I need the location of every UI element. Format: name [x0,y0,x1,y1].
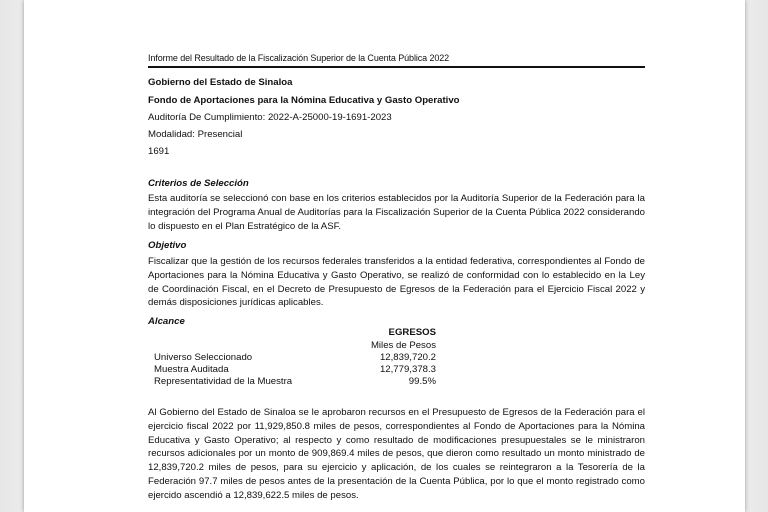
table-row [154,352,454,364]
objective-paragraph: Fiscalizar que la gestión de los recursos federales transferidos a la entidad federativa, correspondientes al Fondo de Aportaciones para la Nómina Educativa y Gasto Operativo, se realizó de conformidad con lo establecido en la Ley de Coordinación Fiscal, en el Decreto de Presupuesto de Egresos de la Federación para el Ejercicio Fiscal 2022 y demás disposiciones jurídicas aplicables. [148,256,645,309]
objective-heading: Objetivo [148,240,187,251]
audit-id: Auditoría De Cumplimiento: 2022-A-25000-19-1691-2023 [148,112,392,123]
table-header-row [154,327,454,339]
criteria-heading: Criterios de Selección [148,178,249,189]
criteria-paragraph: Esta auditoría se seleccionó con base en los criterios establecidos por la Auditoría Superior de la Federación para la integración del Programa Anual de Auditorías para la Fiscalización Superior de la Cuenta Pública 2022 considerando lo dispuesto en el Plan Estratégico de la ASF. [148,193,645,232]
row-label: Universo Seleccionado [154,352,253,363]
table-row [154,364,454,376]
government-name: Gobierno del Estado de Sinaloa [148,77,293,88]
scope-heading: Alcance [148,316,185,327]
row-label: Representatividad de la Muestra [154,376,293,387]
row-value: 12,839,720.2 [379,352,436,363]
row-value: 12,779,378.3 [379,364,436,375]
running-header: Informe del Resultado de la Fiscalización Superior de la Cuenta Pública 2022 [148,53,645,68]
fund-name: Fondo de Aportaciones para la Nómina Educativa y Gasto Operativo [148,95,460,106]
row-label: Muestra Auditada [154,364,229,375]
units-subheader: Miles de Pesos [370,340,436,351]
audit-number: 1691 [148,146,170,157]
closing-paragraph: Al Gobierno del Estado de Sinaloa se le aprobaron recursos en el Presupuesto de Egresos de la Federación para el ejercicio fiscal 2022 por 11,929,850.8 miles de pesos, correspondientes al Fondo de Aportaciones para la Nómina Educativa y Gasto Operativo; al respecto y como resultado de modificaciones presupuestales se le ministraron recursos adicionales por un monto de 909,869.4 miles de pesos, que dieron como resultado un monto ministrado de 12,839,720.2 miles de pesos, para su ejercicio y aplicación, de los cuales se reintegraron a la Tesorería de la Federación 97.7 miles de pesos antes de la presentación de la Cuenta Pública, por lo que el monto registrado como ejercido ascendió a 12,839,622.5 miles de pesos. [148,407,645,501]
table-subheader-row [154,340,454,352]
egresos-header: EGRESOS [388,327,436,338]
document-page [24,0,745,512]
table-row [154,376,454,388]
audit-modality: Modalidad: Presencial [148,129,243,140]
row-value: 99.5% [408,376,436,387]
